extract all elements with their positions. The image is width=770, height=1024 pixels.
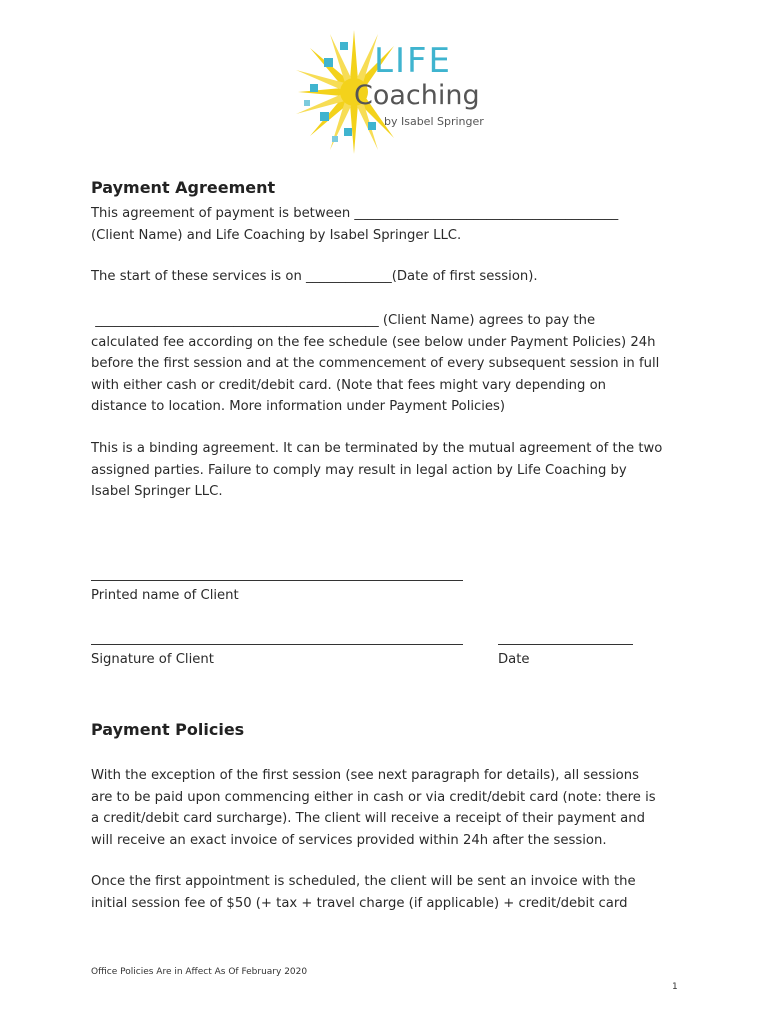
company-logo <box>296 30 486 170</box>
text-line: With the exception of the first session (see next paragraph for details), all sessions <box>91 768 639 783</box>
text-line: initial session fee of $50 (+ tax + travel charge (if applicable) + credit/debit card <box>91 895 628 911</box>
signature-line[interactable] <box>91 644 463 645</box>
text-line: will receive an exact invoice of services provided within 24h after the session. <box>91 832 607 848</box>
text-line: This is a binding agreement. It can be terminated by the mutual agreement of the two <box>91 441 663 456</box>
logo-byline: by Isabel Springer <box>384 115 484 128</box>
agreement-title: Payment Agreement <box>91 178 276 197</box>
text-line: (Client Name) and Life Coaching by Isabel Springer LLC. <box>91 227 462 243</box>
policies-title: Payment Policies <box>91 720 245 739</box>
policies-paragraph-1 <box>91 765 691 851</box>
footer-note: Office Policies Are in Affect As Of February 2020 <box>91 967 308 977</box>
agreement-paragraph-3 <box>91 310 691 418</box>
logo-word-coaching: Coaching <box>354 80 480 111</box>
date-line[interactable] <box>498 644 633 645</box>
policies-paragraph-2 <box>91 871 691 914</box>
text-line: with either cash or credit/debit card. (Note that fees might vary depending on <box>91 377 607 393</box>
text-line: distance to location. More information under Payment Policies) <box>91 399 506 414</box>
agreement-paragraph-1 <box>91 203 691 246</box>
text-line: calculated fee according on the fee schedule (see below under Payment Policies) 24h <box>91 334 656 350</box>
text-line: before the first session and at the commencement of every subsequent session in full <box>91 356 660 371</box>
printed-name-label: Printed name of Client <box>91 588 239 603</box>
text-line: Once the first appointment is scheduled, the client will be sent an invoice with the <box>91 874 636 889</box>
signature-label: Signature of Client <box>91 652 214 667</box>
printed-name-line[interactable] <box>91 580 463 581</box>
text-line: are to be paid upon commencing either in cash or via credit/debit card (note: there is <box>91 789 656 805</box>
text-line: a credit/debit card surcharge). The client will receive a receipt of their payment and <box>91 811 645 826</box>
sun-logo-graphic <box>296 30 486 170</box>
agreement-paragraph-2 <box>91 266 691 288</box>
text-line: ___________________________________________ (Client Name) agrees to pay the <box>91 313 596 328</box>
agreement-paragraph-4 <box>91 438 691 503</box>
date-label: Date <box>498 652 530 667</box>
logo-word-life: LIFE <box>374 41 453 81</box>
text-line: The start of these services is on _____________(Date of first session). <box>91 269 538 284</box>
text-line: assigned parties. Failure to comply may result in legal action by Life Coaching by <box>91 462 627 478</box>
text-line: This agreement of payment is between ________________________________________ <box>91 206 619 221</box>
page-number: 1 <box>672 982 678 992</box>
text-line: Isabel Springer LLC. <box>91 484 223 499</box>
